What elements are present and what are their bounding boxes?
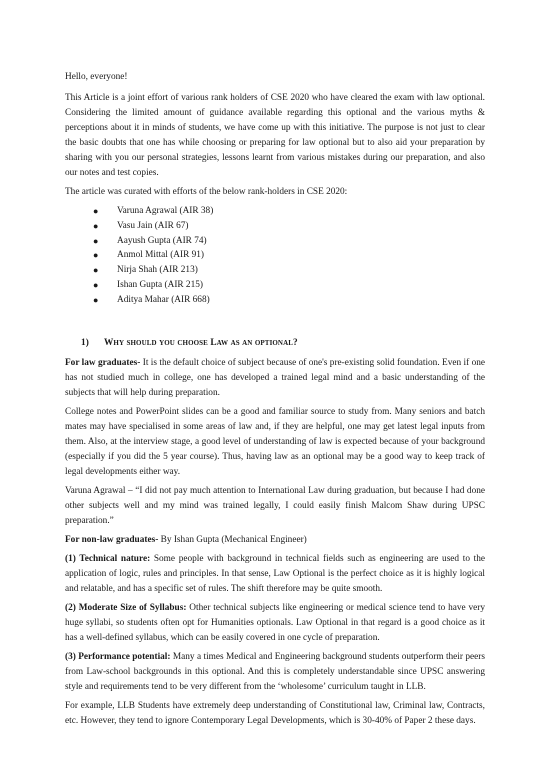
curated-line: The article was curated with efforts of the below rank-holders in CSE 2020: [65,187,348,197]
section-title: Why should you choose Law as an optional? [104,337,298,348]
list-item: ● Ishan Gupta (AIR 215) [93,278,485,293]
section-heading [81,336,485,351]
list-item: ● Anmol Mittal (AIR 91) [93,248,485,263]
varuna-quote: Varuna Agrawal – “I did not pay much attention to International Law during graduation, but because I had done other subjects well and my mind was trained legally, I could easily finish Malcom Shaw during UPSC preparation.” [65,485,485,526]
llb-example-paragraph: For example, LLB Students have extremely deep understanding of Constitutional law, Criminal law, Contracts, etc. However, they tend to ignore Contemporary Legal Developments, which is 30-40% of Paper 2 these days. [65,700,485,726]
bullet-icon: ● [93,294,99,305]
bullet-icon: ● [93,206,99,216]
law-graduates-paragraph: For law graduates- It is the default choice of subject because of one's pre-existing solid foundation. Even if one has not studied much in college, one has developed a trained legal mind and a basic understanding of the subjects that will help during preparation. [65,357,485,398]
point-moderate-syllabus: (2) Moderate Size of Syllabus: Other technical subjects like engineering or medical science tend to have very huge syllabi, so students often opt for Humanities optionals. Law Optional in that regard is a good choice as it has a well-defined syllabus, which can be easily covered in one cycle of preparation. [65,602,486,643]
non-law-graduates-paragraph: For non-law graduates- By Ishan Gupta (Mechanical Engineer) [65,534,307,545]
list-item: ● Nirja Shah (AIR 213) [93,263,485,278]
list-item: ● Varuna Agrawal (AIR 38) [93,204,485,219]
non-law-graduates-lead: For non-law graduates- [65,534,159,545]
rank-holders-list [65,204,485,308]
point-technical-nature: (1) Technical nature: Some people with background in technical fields such as engineering are used to the application of logic, rules and principles. In that sense, Law Optional is the perfect choice as it is highly logical and relatable, and has a specific set of rules. The shift therefore may be quite smooth. [65,553,486,594]
law-graduates-lead: For law graduates- [65,357,141,368]
intro-paragraph: This Article is a joint effort of various rank holders of CSE 2020 who have cleared the exam with law optional. Considering the limited amount of guidance available regarding this optional and the various myths & perceptions about it in minds of students, we have come up with this initiative. The purpose is not just to clear the basic doubts that one has while choosing or preparing for law optional but to also aid your preparation by sharing with you our personal strategies, lessons learnt from various mistakes during our preparation, and also our notes and test copies. [65,93,485,178]
list-item: ● Aditya Mahar (AIR 668) [93,293,485,308]
bullet-icon: ● [93,220,99,231]
list-item: ● Aayush Gupta (AIR 74) [93,234,485,249]
point-performance-potential: (3) Performance potential: Many a times Medical and Engineering background students outperform their peers from Law-school backgrounds in this optional. And this is completely understandable since UPSC answering style and requirements tend to be very different from the ‘wholesome’ curriculum taught in LLB. [65,651,485,692]
bullet-icon: ● [93,279,99,290]
greeting: Hello, everyone! [65,72,128,82]
bullet-icon: ● [93,250,99,261]
list-item: ● Vasu Jain (AIR 67) [93,219,485,234]
bullet-icon: ● [93,235,99,246]
section-number: 1) [81,337,89,348]
college-notes-paragraph: College notes and PowerPoint slides can be a good and familiar source to study from. Many seniors and batch mates may have specialised in some areas of law and, if they are helpful, one may get latest legal inputs from them. Also, at the interview stage, a good level of understanding of law is expected because of your background (especially if you did the 5 year course). Thus, having law as an optional may be a good way to keep track of legal developments either way. [65,406,485,477]
bullet-icon: ● [93,265,99,276]
